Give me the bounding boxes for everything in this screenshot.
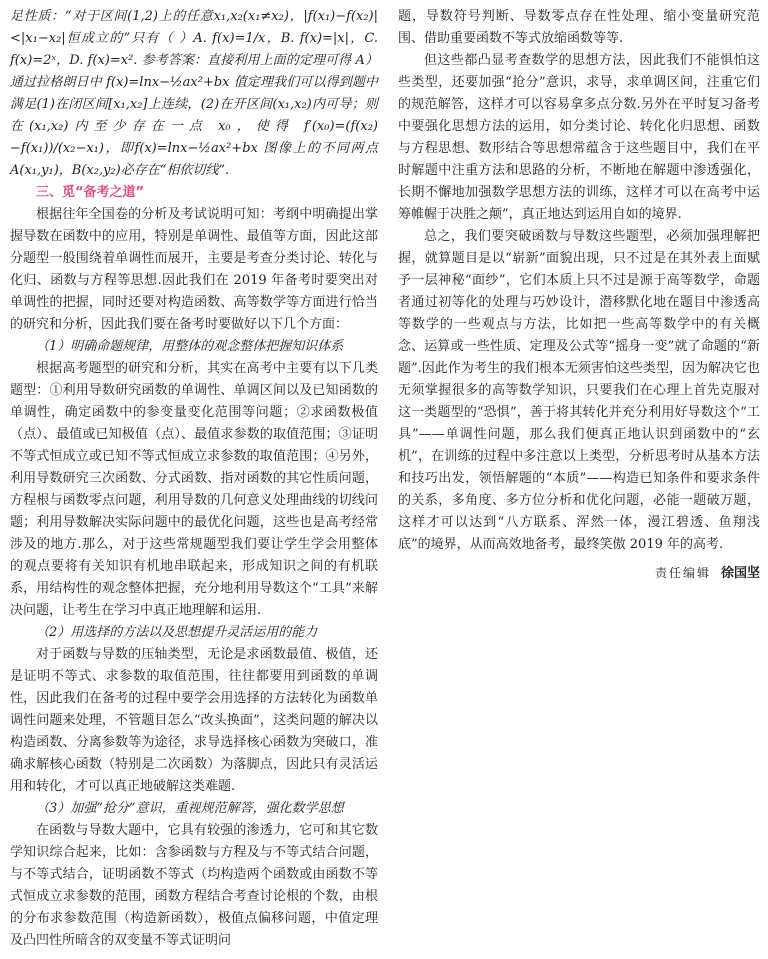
right-column — [398, 6, 760, 585]
editor-name: 徐国坚 — [720, 566, 760, 581]
subheading-1: （1）明确命题规律，用整体的观念整体把握知识体系 — [36, 339, 344, 354]
paragraph-2: 对于函数与导数的压轴类型，无论是求函数最值、极值，还是证明不等式、求参数的取值范围，往往都要用到函数的单调性，因此我们在备考的过程中要学会用选择的方法转化为函数单调性问题来处理，不管题目怎么“改头换面”，这类问题的解决以构造函数、分离参数等为途径，求导选择核心函数为突破口，准确求解核心函数（特别是二次函数）为落脚点，因此只有灵活运用和转化，才可以真正地破解这类难题. — [10, 647, 378, 794]
paragraph-1: 根据高考题型的研究和分析，其实在高考中主要有以下几类题型：①利用导数研究函数的单调性、单调区间以及已知函数的单调性，确定函数中的参变量变化范围等问题；②求函数极值（点）、最值或已知极值（点）、最值求参数的取值范围；③证明不等式恒成立或已知不等式恒成立求参数的取值范围；④另外，利用导数研究三次函数、分式函数、指对函数的其它性质问题，方程根与函数零点问题，利用导数的几何意义处理曲线的切线问题；利用导数解决实际问题中的最优化问题，这些也是高考经常涉及的地方.那么，对于这些常规题型我们要让学生学会用整体的观点要将有关知识有机地串联起来，形成知识之间的有机联系，用结构性的观念整体把握，充分地利用导数这个“工具”来解决问题，让考生在学习中真正地理解和运用. — [10, 361, 378, 618]
intro-paragraph: 足性质：“对于区间(1,2)上的任意x₁,x₂(x₁≠x₂)，|f(x₁)−f(x₂)|<|x₁−x₂|恒成立的”只有（ ）A. f(x)=1/x，B. f(x)=|x|，C. f(x)=2ˣ，D. f(x)=x². 参考答案：直接利用上面的定理可得 A）通过拉格朗日中 f(x)=lnx−½ax²+bx 值定理我们可以得到题中满足(1)在闭区间[x₁,x₂]上连续，(2)在开区间(x₁,x₂)内可导；则在(x₁,x₂)内至少存在一点 x₀，使得 f′(x₀)=(f(x₂)−f(x₁))/(x₂−x₁)，即f(x)=lnx−½ax²+bx 图像上的不同两点 A(x₁,y₁)，B(x₂,y₂)必存在“相依切线”. — [10, 9, 378, 178]
paragraph-5: 总之，我们要突破函数与导数这些题型，必须加强理解把握，就算题目是以“崭新”面貌出现，只不过是在其外表上面赋予一层神秘“面纱”，它们本质上只不过是源于高等数学，命题者通过初等化的处理与巧妙设计，潜移默化地在题目中渗透高等数学的一些观点与方法，比如把一些高等数学中的有关概念、运算或一些性质、定理及公式等“摇身一变”就了命题的“新题”.因此作为考生的我们根本无须害怕这些类型，因为解决它也无须掌握很多的高等数学知识，只要我们在心理上首先克服对这一类题型的“恐惧”，善于将其转化并充分利用好导数这个“工具”——单调性问题，那么我们便真正地认识到函数中的“玄机”，在训练的过程中多注意以上类型，分析思考时从基本方法和技巧出发，领悟解题的“本质”——构造已知条件和要求条件的关系，多角度、多方位分析和优化问题，必能一题破万题，这样才可以达到“八方联系、浑然一体，漫江碧透、鱼翔浅底”的境界，从而高效地备考，最终笑傲 2019 年的高考. — [398, 229, 760, 552]
subheading-3: （3）加强“抢分”意识，重视规范解答，强化数学思想 — [36, 801, 344, 816]
editor-credit — [398, 562, 760, 585]
paragraph-3: 在函数与导数大题中，它具有较强的渗透力，它可和其它数学知识综合起来，比如：含参函数与方程及与不等式结合问题，与不等式结合，证明函数不等式（均构造两个函数或由函数不等式恒成立求参数的范围，函数方程结合考查讨论根的个数，由根的分布求参数范围（构造新函数），极值点偏移问题，中值定理及凸凹性所暗含的双变量不等式证明问 — [10, 823, 378, 948]
continued-paragraph: 题，导数符号判断、导数零点存在性处理、缩小变量研究范围、借助重要函数不等式放缩函数等等. — [398, 9, 760, 46]
editor-label: 责任编辑 — [654, 566, 711, 580]
plan-paragraph: 根据往年全国卷的分析及考试说明可知：考纲中明确提出掌握导数在函数中的应用，特别是单调性、最值等方面，因此这部分题型一般围绕着单调性而展开，主要是考查分类讨论、转化与化归、函数与方程等思想.因此我们在 2019 年备考时要突出对单调性的把握，同时还要对构造函数、高等数学等方面进行恰当的研究和分析，因此我们要在备考时要做好以下几个方面： — [10, 207, 378, 332]
paragraph-4: 但这些都凸显考查数学的思想方法，因此我们不能惧怕这些类型，还要加强“抢分”意识，求导，求单调区间，注重它们的规范解答，这样才可以容易拿多点分数.另外在平时复习备考中要强化思想方法的运用，如分类讨论、转化化归思想、函数与方程思想、数形结合等思想常蕴含于这些题目中，我们在平时解题中注重方法和思路的分析，不断地在解题中渗透强化，长期不懈地加强数学思想方法的训练，这样才可以在高考中运筹帷幄于决胜之颠”，真正地达到运用自如的境界. — [398, 53, 760, 222]
section-heading: 三、觅“备考之道” — [36, 185, 145, 200]
left-column — [10, 6, 378, 952]
subheading-2: （2）用选择的方法以及思想提升灵活运用的能力 — [36, 625, 318, 640]
